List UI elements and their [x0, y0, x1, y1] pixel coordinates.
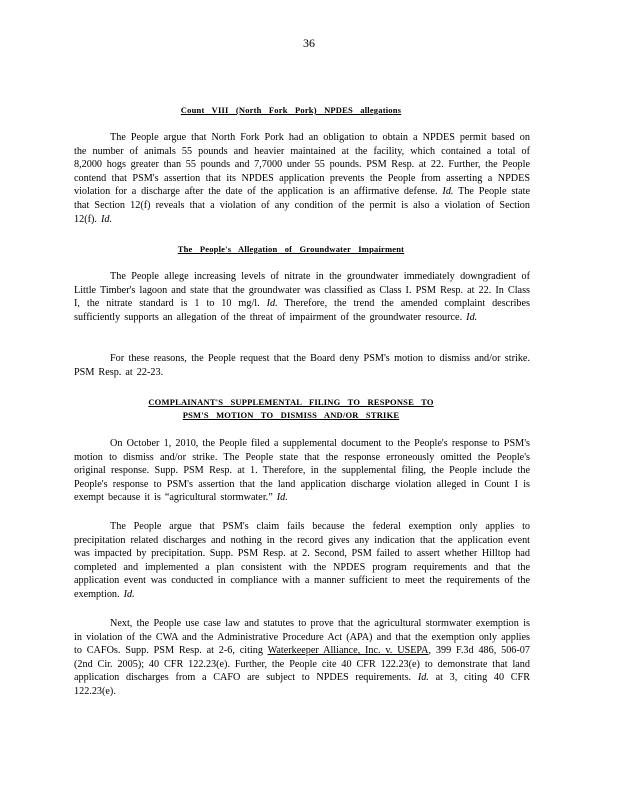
citation-id: Id.	[276, 492, 288, 504]
paragraph-text: Therefore, the trend the amended complaint describes sufficiently supports an allegation of the threat of impairment of the groundwater resource.	[74, 298, 530, 323]
paragraph-text: , 399 F.3d 486, 506-07 (2nd Cir. 2005); 40 CFR 122.23(e). Further, the People cite 40 CFR 122.23(e) to demonstrate that land application discharges from a CAFO are subject to NPDES requirements.	[74, 645, 530, 684]
citation-id: Id.	[417, 672, 429, 684]
case-citation: Waterkeeper Alliance, Inc. v. USEPA	[267, 645, 429, 657]
paragraph-text: The People state that Section 12(f) reveals that a violation of any condition of the permit is also a violation of Section 12(f).	[74, 186, 530, 225]
paragraph-text: Next, the People use case law and statutes to prove that the agricultural stormwater exemption is in violation of the CWA and the Administrative Procedure Act (APA) and that the exemption only applies to CAFOs. Supp. PSM Resp. at 2-6, citing	[74, 618, 530, 657]
paragraph-supplemental-document	[74, 437, 530, 505]
citation-id: Id.	[123, 588, 135, 600]
heading-groundwater	[74, 244, 508, 254]
paragraph-groundwater	[74, 270, 530, 324]
heading-count-viii-text: Count VIII (North Fork Pork) NPDES allegations	[180, 105, 402, 115]
heading-supplemental-line2: PSM'S MOTION TO DISMISS AND/OR STRIKE	[182, 410, 400, 420]
paragraph-text: On October 1, 2010, the People filed a supplemental document to the People's response to PSM's motion to dismiss and/or strike. The People state that the response erroneously omitted the People's original response. Supp. PSM Resp. at 1. Therefore, in the supplemental filing, the People include the People's response to PSM's assertion that the land application discharge violation alleged in Count I is exempt because it is “agricultural stormwater.”	[74, 438, 530, 504]
paragraph-text: The People argue that North Fork Pork had an obligation to obtain a NPDES permit based on the number of animals 55 pounds and heavier maintained at the facility, which contained a total of 8,2000 hogs greater than 55 pounds and 7,7000 under 55 pounds. PSM Resp. at 22. Further, the People contend that PSM's assertion that its NPDES application prevents the People from asserting a NPDES violation for a discharge after the date of the application is an affirmative defense.	[74, 132, 530, 198]
heading-supplemental-filing	[74, 396, 508, 422]
paragraph-text: The People argue that PSM's claim fails because the federal exemption only applies to precipitation related discharges and nothing in the record gives any indication that the application event was impacted by precipitation. Supp. PSM Resp. at 2. Second, PSM failed to assert whether Hilltop had completed and implemented a plan consistent with the NPDES program requirements and that the application event was conducted in compliance with a manner sufficient to meet the requirements of the exemption.	[74, 521, 530, 600]
citation-id: Id.	[466, 311, 478, 323]
paragraph-text: The People allege increasing levels of nitrate in the groundwater immediately downgradient of Little Timber's lagoon and state that the groundwater was classified as Class I. PSM Resp. at 22. In Class I, the nitrate standard is 1 to 10 mg/l.	[74, 271, 530, 310]
heading-supplemental-line1: COMPLAINANT'S SUPPLEMENTAL FILING TO RESPONSE TO	[148, 397, 434, 407]
page-number: 36	[303, 36, 315, 50]
heading-count-viii	[74, 105, 508, 115]
citation-id: Id.	[100, 213, 113, 225]
citation-id: Id.	[442, 186, 454, 198]
paragraph-exemption-argument	[74, 520, 530, 602]
paragraph-npdes-obligation	[74, 131, 530, 226]
paragraph-text: For these reasons, the People request that the Board deny PSM's motion to dismiss and/or strike. PSM Resp. at 22-23.	[74, 353, 530, 378]
paragraph-text: at 3, citing 40 CFR 122.23(e).	[74, 672, 531, 697]
paragraph-case-law	[74, 617, 530, 699]
heading-groundwater-text: The People's Allegation of Groundwater Impairment	[177, 244, 405, 254]
paragraph-request-deny	[74, 352, 530, 379]
citation-id: Id.	[266, 298, 278, 310]
